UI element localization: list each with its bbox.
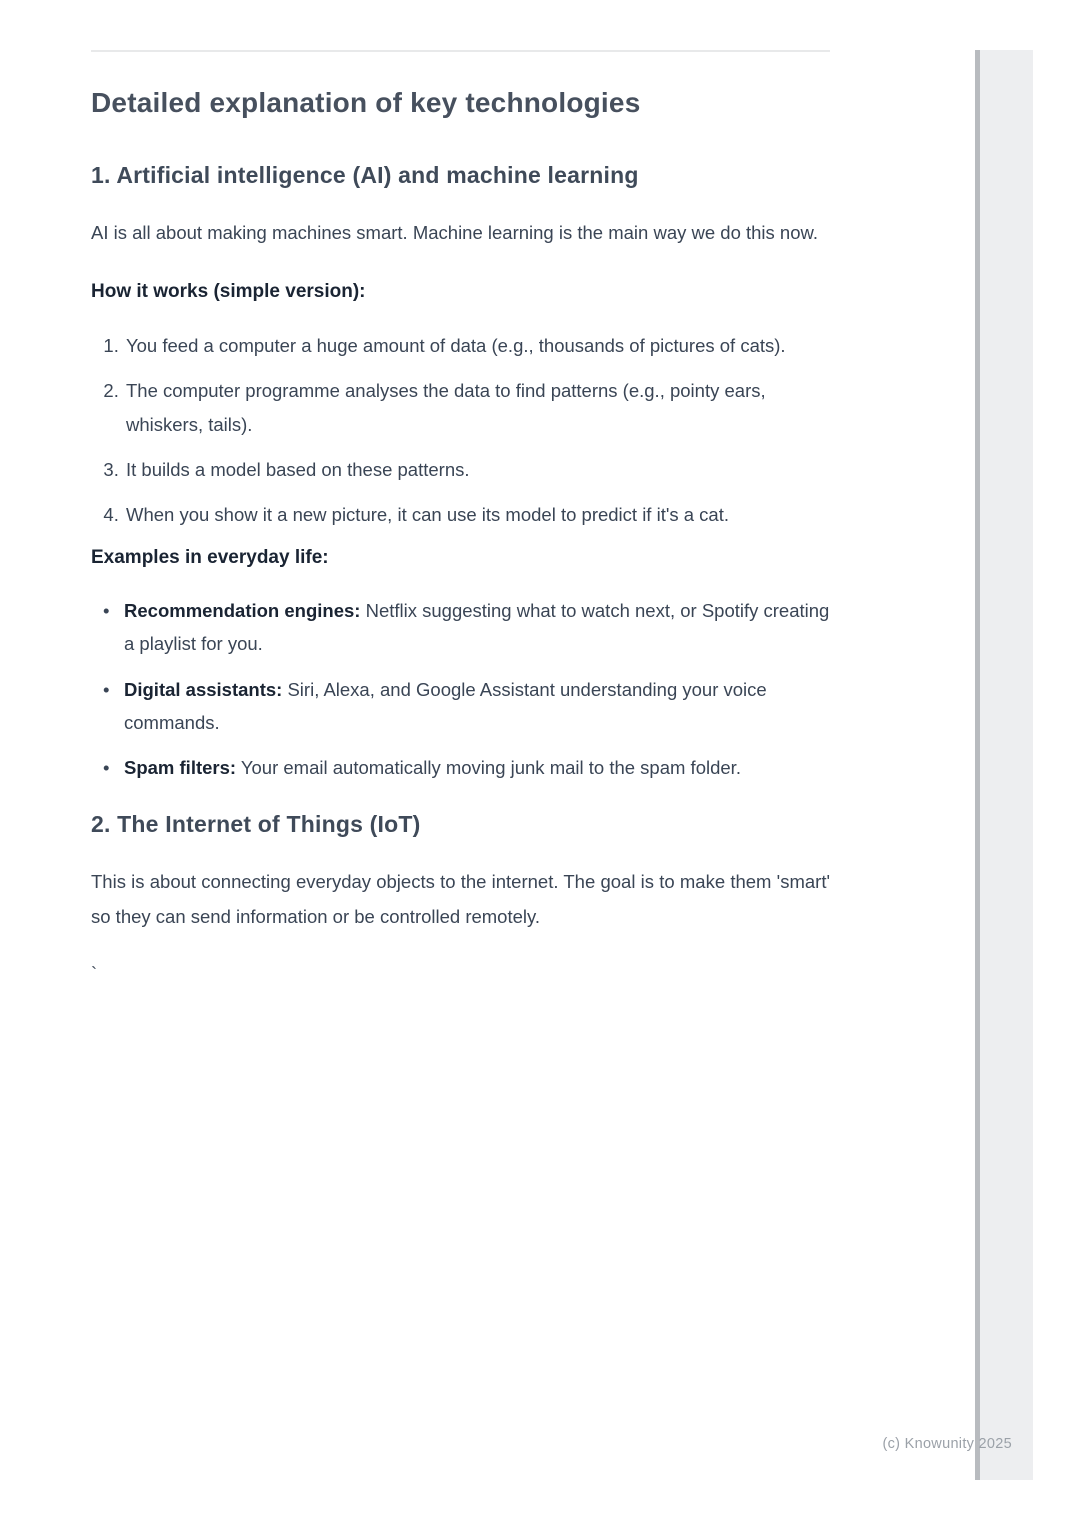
numbered-list-item-text: When you show it a new picture, it can use its model to predict if it's a cat. [126,504,730,526]
page-title: Detailed explanation of key technologies [91,87,641,118]
subheading-how-it-works: How it works (simple version): [91,281,366,303]
bullet-item-text: Siri, Alexa, and Google Assistant understanding your voice commands. [124,678,767,734]
bullet-item-text: Your email automatically moving junk mail to the spam folder. [236,757,741,779]
numbered-list-item [124,498,830,531]
document-page [91,60,830,985]
bullet-item-lead: Recommendation engines: [124,600,361,622]
bullet-list-item [124,594,830,661]
bullet-list-item [124,673,830,740]
numbered-list-item-text: The computer programme analyses the data to find patterns (e.g., pointy ears, whiskers, tails). [126,380,766,435]
scrollbar-track[interactable] [975,50,1033,1480]
how-it-works-list [91,329,830,531]
numbered-list-item-text: You feed a computer a huge amount of data (e.g., thousands of pictures of cats). [126,335,786,357]
numbered-list-item-text: It builds a model based on these patterns. [126,458,470,480]
bullet-list-item [124,751,830,784]
header-divider [91,50,830,52]
numbered-list-item [124,329,830,362]
bullet-item-lead: Digital assistants: [124,678,283,700]
subheading-examples: Examples in everyday life: [91,546,329,568]
stray-backtick-text: ` [91,962,98,984]
bullet-item-lead: Spam filters: [124,757,237,779]
numbered-list-item [124,374,830,441]
numbered-list-item [124,453,830,486]
examples-list [91,594,830,784]
section-heading-iot: 2. The Internet of Things (IoT) [91,810,421,837]
section-iot-intro: This is about connecting everyday objects to the internet. The goal is to make them 'smart' so they can send information or be controlled remotely. [91,871,830,928]
section-ai-intro: AI is all about making machines smart. Machine learning is the main way we do this now. [91,222,818,244]
copyright-watermark: (c) Knowunity 2025 [882,1436,1012,1452]
bullet-item-text: Netflix suggesting what to watch next, or Spotify creating a playlist for you. [124,600,830,655]
section-heading-ai: 1. Artificial intelligence (AI) and machine learning [91,161,639,188]
